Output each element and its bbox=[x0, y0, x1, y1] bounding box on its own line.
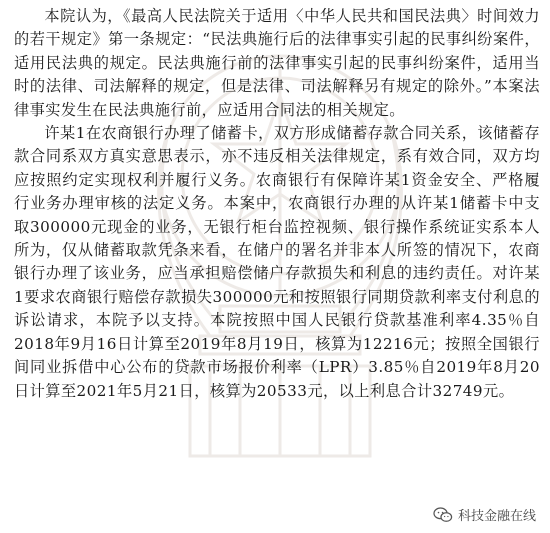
document-body bbox=[14, 5, 540, 403]
source-watermark bbox=[433, 505, 536, 524]
paragraph-legal-basis: 本院认为，《最高人民法院关于适用〈中华人民共和国民法典〉时间效力的若干规定》第一条规定：“民法典施行后的法律事实引起的民事纠纷案件，适用民法典的规定。民法典施行前的法律事实引起的民事纠纷案件，适用当时的法律、司法解释的规定，但是法律、司法解释另有规定的除外。”本案法律事实发生在民法典施行前，应适用合同法的相关规定。 bbox=[14, 7, 540, 119]
wechat-icon bbox=[433, 506, 453, 524]
paragraph-court-findings: 许某1在农商银行办理了储蓄卡，双方形成储蓄存款合同关系，该储蓄存款合同系双方真实意思表示，亦不违反相关法律规定，系有效合同，双方均应按照约定实现权利并履行义务。农商银行有保障许某1资金安全、严格履行业务办理审核的法定义务。本案中，农商银行办理的从许某1储蓄卡中支取300000元现金的业务，无银行柜台监控视频、银行操作系统证实系本人所为，仅从储蓄取款凭条来看，在储户的署名并非本人所签的情况下，农商银行办理了该业务，应当承担赔偿储户存款损失和利息的违约责任。对许某1要求农商银行赔偿存款损失300000元和按照银行同期贷款利率支付利息的诉讼请求，本院予以支持。本院按照中国人民银行贷款基准利率4.35％自2018年9月16日计算至2019年8月19日，核算为12216元；按照全国银行间同业拆借中心公布的贷款市场报价利率（LPR）3.85％自2019年8月20日计算至2021年5月21日，核算为20533元，以上利息合计32749元。 bbox=[14, 124, 540, 400]
watermark-text: 科技金融在线 bbox=[457, 509, 536, 524]
